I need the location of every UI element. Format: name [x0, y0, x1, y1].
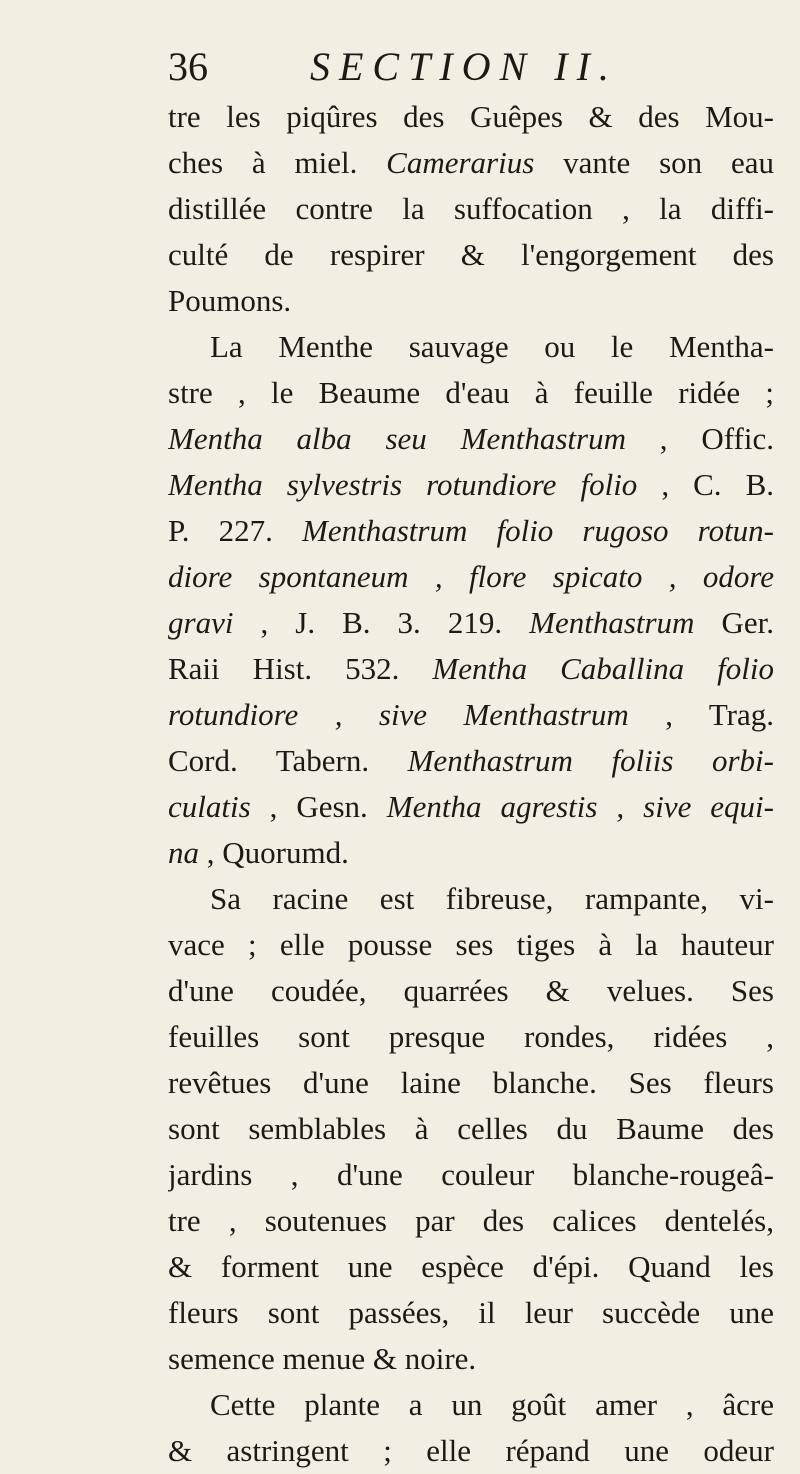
text-line	[168, 1198, 774, 1244]
text-run: vante son eau	[534, 145, 774, 180]
text-run: , Offic.	[625, 421, 774, 456]
text-run: La Menthe sauvage ou le Mentha-	[210, 329, 774, 364]
text-line	[168, 784, 774, 830]
text-run: d'une coudée, quarrées & velues. Ses	[168, 973, 774, 1008]
text-line	[168, 646, 774, 692]
text-run: vace ; elle pousse ses tiges à la hauteur	[168, 927, 774, 962]
text-run: sont semblables à celles du Baume des	[168, 1111, 774, 1146]
text-line	[168, 278, 774, 324]
text-line	[168, 462, 774, 508]
body-text	[168, 94, 774, 1474]
text-line	[168, 186, 774, 232]
text-line	[168, 968, 774, 1014]
text-run: revêtues d'une laine blanche. Ses fleurs	[168, 1065, 774, 1100]
text-line	[168, 1060, 774, 1106]
text-line	[168, 738, 774, 784]
text-run: tre les piqûres des Guêpes & des Mou-	[168, 99, 774, 134]
italic-text-run: Menthastrum foliis orbi-	[407, 743, 774, 778]
text-run: Cette plante a un goût amer , âcre	[210, 1387, 774, 1422]
text-line	[168, 232, 774, 278]
italic-text-run: culatis	[168, 789, 251, 824]
text-line	[168, 876, 774, 922]
italic-text-run: Mentha alba seu Menthastrum	[168, 421, 626, 456]
text-run: tre , soutenues par des calices dentelés,	[168, 1203, 774, 1238]
page-number: 36	[168, 44, 208, 89]
text-run: fleurs sont passées, il leur succède une	[168, 1295, 774, 1330]
text-line	[168, 692, 774, 738]
italic-text-run: Menthastrum	[529, 605, 695, 640]
text-line	[168, 1014, 774, 1060]
text-line	[168, 1106, 774, 1152]
text-line	[168, 1382, 774, 1428]
text-run: , J. B. 3. 219.	[233, 605, 530, 640]
italic-text-run: diore spontaneum , flore spicato , odore	[168, 559, 774, 594]
text-run: Raii Hist. 532.	[168, 651, 433, 686]
text-run: & astringent ; elle répand une odeur	[168, 1433, 774, 1468]
text-run: Sa racine est fibreuse, rampante, vi-	[210, 881, 774, 916]
text-line	[168, 370, 774, 416]
text-line	[168, 140, 774, 186]
text-run: semence menue & noire.	[168, 1341, 477, 1376]
text-line	[168, 94, 774, 140]
text-run: jardins , d'une couleur blanche-rougeâ-	[168, 1157, 774, 1192]
italic-text-run: Menthastrum folio rugoso rotun-	[302, 513, 774, 548]
text-run: Ger.	[694, 605, 774, 640]
italic-text-run: Mentha agrestis , sive equi-	[386, 789, 774, 824]
text-line	[168, 922, 774, 968]
text-run: feuilles sont presque rondes, ridées ,	[168, 1019, 774, 1054]
text-run: , Quorumd.	[199, 835, 349, 870]
italic-text-run: rotundiore , sive Menthastrum	[168, 697, 629, 732]
text-line	[168, 324, 774, 370]
text-run: P. 227.	[168, 513, 303, 548]
text-line	[168, 600, 774, 646]
text-line	[168, 1152, 774, 1198]
text-run: , C. B.	[637, 467, 774, 502]
text-line	[168, 416, 774, 462]
text-line	[168, 508, 774, 554]
text-run: Cord. Tabern.	[168, 743, 408, 778]
text-line	[168, 1428, 774, 1474]
text-line	[168, 1244, 774, 1290]
italic-text-run: na	[168, 835, 199, 870]
italic-text-run: gravi	[168, 605, 234, 640]
italic-text-run: Camerarius	[386, 145, 535, 180]
text-line	[168, 1290, 774, 1336]
text-run: Poumons.	[168, 283, 292, 318]
text-run: , Gesn.	[250, 789, 387, 824]
text-run: & forment une espèce d'épi. Quand les	[168, 1249, 774, 1284]
italic-text-run: Mentha sylvestris rotundiore folio	[168, 467, 638, 502]
text-line	[168, 554, 774, 600]
running-title: SECTION II.	[310, 44, 618, 89]
text-run: distillée contre la suffocation , la diffi-	[168, 191, 774, 226]
page-header	[168, 44, 688, 90]
text-run: culté de respirer & l'engorgement des	[168, 237, 774, 272]
italic-text-run: Mentha Caballina folio	[432, 651, 774, 686]
text-run: ches à miel.	[168, 145, 387, 180]
text-run: stre , le Beaume d'eau à feuille ridée ;	[168, 375, 774, 410]
text-line	[168, 830, 774, 876]
text-run: , Trag.	[628, 697, 774, 732]
text-line	[168, 1336, 774, 1382]
